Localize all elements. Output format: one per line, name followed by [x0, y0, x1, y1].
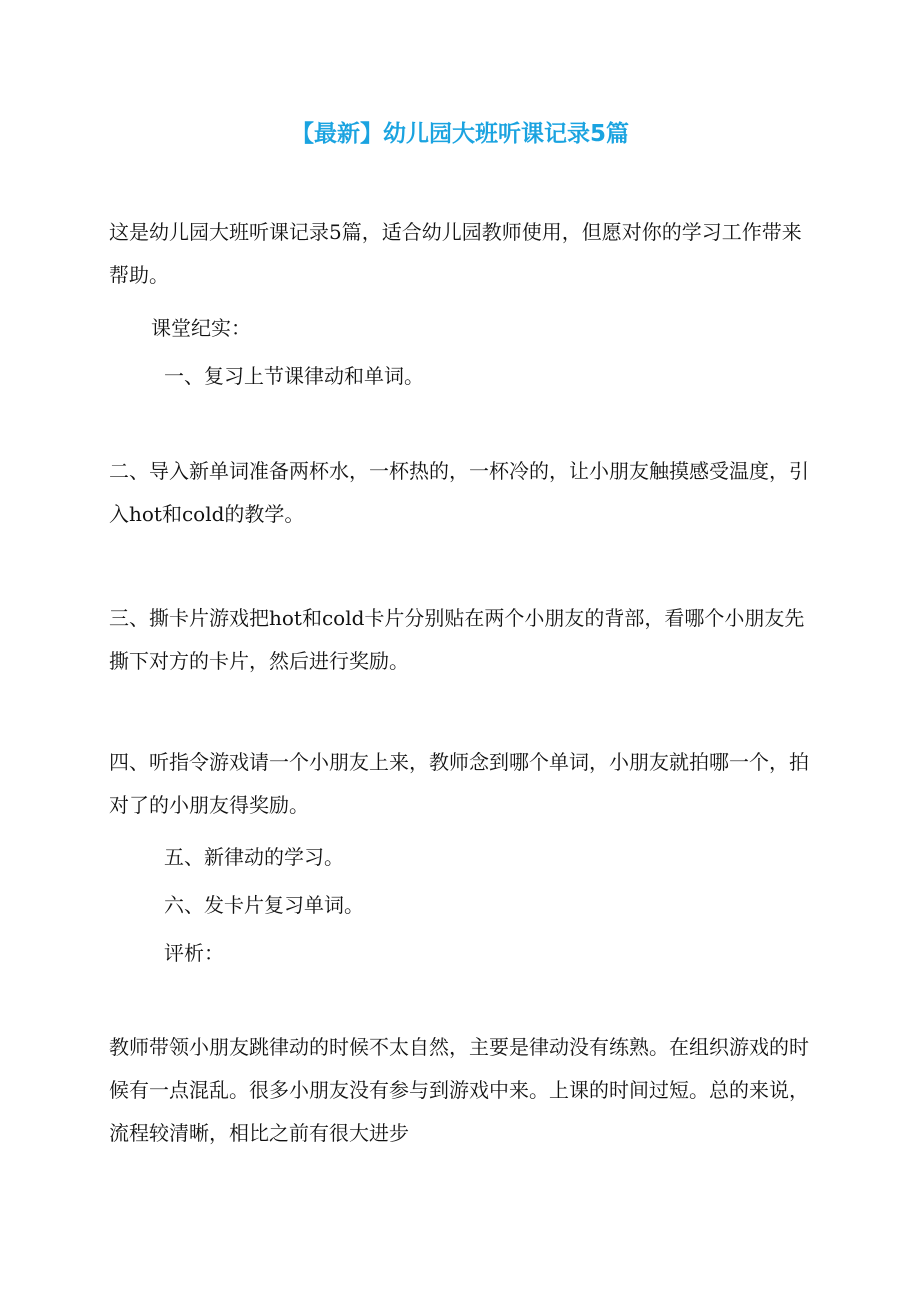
intro-paragraph: 这是幼儿园大班听课记录5篇，适合幼儿园教师使用，但愿对你的学习工作带来帮助。 — [109, 220, 802, 287]
step-4: 四、听指令游戏请一个小朋友上来，教师念到哪个单词，小朋友就拍哪一个，拍对了的小朋友得奖励。 — [109, 750, 809, 817]
analysis-paragraph: 教师带领小朋友跳律动的时候不太自然，主要是律动没有练熟。在组织游戏的时候有一点混乱。很多小朋友没有参与到游戏中来。上课的时间过短。总的来说，流程较清晰，相比之前有很大进步 — [109, 1035, 809, 1145]
step-6: 六、发卡片复习单词。 — [164, 893, 364, 917]
section-label: 课堂纪实： — [151, 316, 251, 340]
step-5: 五、新律动的学习。 — [164, 845, 344, 869]
step-2: 二、导入新单词准备两杯水，一杯热的，一杯冷的，让小朋友触摸感受温度，引入hot和cold的教学。 — [109, 459, 809, 526]
step-1: 一、复习上节课律动和单词。 — [164, 364, 424, 388]
step-3: 三、撕卡片游戏把hot和cold卡片分别贴在两个小朋友的背部，看哪个小朋友先撕下对方的卡片，然后进行奖励。 — [109, 606, 805, 673]
document-title: 【最新】幼儿园大班听课记录5篇 — [290, 121, 629, 147]
analysis-label: 评析： — [164, 941, 224, 965]
